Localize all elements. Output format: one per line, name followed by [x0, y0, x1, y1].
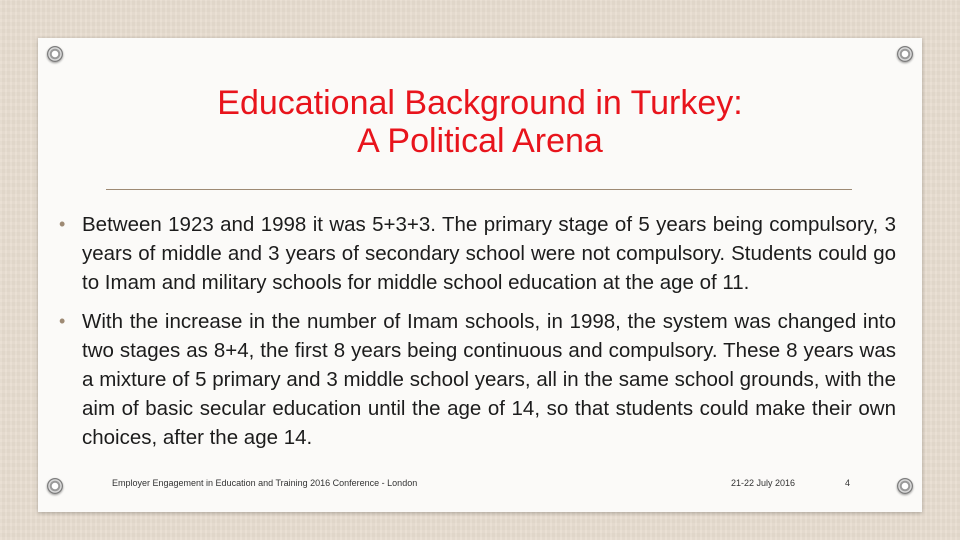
title-line-2: A Political Arena: [357, 122, 603, 160]
bullet-text: With the increase in the number of Imam schools, in 1998, the system was changed into two stages as 8+4, the first 8 years being continuous and compulsory. These 8 years was a mixture of 5 primary and 3 middle school years, all in the same school grounds, with the aim of basic secular education until the age of 14, so that students could make their own choices, after the age 14.: [82, 310, 896, 449]
slide-title: [100, 84, 860, 160]
pin-icon: [47, 46, 63, 62]
title-divider: [106, 189, 852, 190]
bullet-item: [57, 307, 896, 452]
bullet-list: [57, 210, 896, 462]
footer-date: 21-22 July 2016: [731, 478, 796, 488]
bullet-icon: •: [59, 311, 66, 331]
bullet-icon: •: [59, 214, 66, 234]
footer-page-number: 4: [845, 478, 851, 488]
footer-conference: Employer Engagement in Education and Training 2016 Conference - London: [112, 478, 418, 488]
pin-icon: [897, 478, 913, 494]
pin-icon: [47, 478, 63, 494]
pin-icon: [897, 46, 913, 62]
bullet-item: [57, 210, 896, 297]
title-line-1: Educational Background in Turkey:: [217, 84, 743, 122]
bullet-text: Between 1923 and 1998 it was 5+3+3. The primary stage of 5 years being compulsory, 3 years of middle and 3 years of secondary school were not compulsory. Students could go to Imam and military schools for middle school education at the age of 11.: [82, 213, 896, 294]
